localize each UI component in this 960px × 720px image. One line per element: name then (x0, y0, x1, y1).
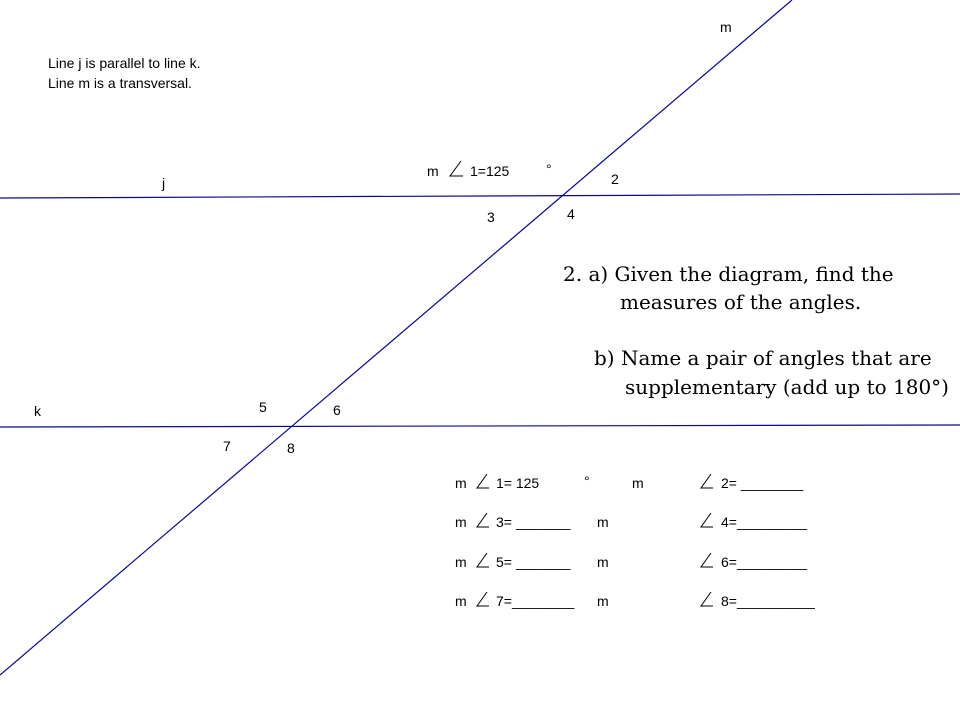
question-part-b-line-2: supplementary (add up to 180°) (625, 375, 949, 399)
line-k (0, 425, 960, 427)
angle-label-6: 6 (333, 402, 341, 418)
answer-row-1 (455, 473, 803, 491)
answer-1-degree: ° (584, 473, 590, 489)
line-j (0, 194, 960, 198)
angle-symbol-icon (701, 592, 713, 606)
answer-2-value: 2= ________ (721, 475, 804, 491)
answer-2-m: m (632, 475, 644, 491)
answer-1-value: 1= 125 (496, 475, 540, 491)
answer-row-3 (455, 553, 807, 570)
note-line-2: Line m is a transversal. (48, 75, 192, 91)
answer-5-m: m (455, 554, 467, 570)
label-line-j: j (162, 175, 166, 191)
angle-symbol-icon (701, 474, 713, 488)
angle-symbol-icon (701, 513, 713, 527)
given-value: 1=125 (470, 163, 510, 179)
answer-7-value: 7=________ (496, 593, 575, 609)
angle-label-7: 7 (223, 438, 231, 454)
angle-symbol-icon (477, 513, 489, 527)
answer-7-m: m (455, 593, 467, 609)
question-part-a-line-2: measures of the angles. (620, 290, 862, 314)
answer-3-m: m (455, 514, 467, 530)
angle-label-2: 2 (611, 171, 619, 187)
angle-label-8: 8 (287, 440, 295, 456)
note-line-1: Line j is parallel to line k. (48, 55, 201, 71)
given-degree: ° (546, 161, 552, 177)
answer-3-value: 3= _______ (496, 514, 571, 530)
answer-row-4 (455, 592, 815, 609)
angle-symbol-icon (477, 474, 489, 488)
angle-symbol-icon (477, 553, 489, 567)
angle-symbol-icon (701, 553, 713, 567)
answer-row-2 (455, 513, 807, 530)
answer-8-value: 8=__________ (721, 593, 815, 609)
answer-6-value: 6=_________ (721, 554, 808, 570)
answer-4-m: m (597, 514, 609, 530)
answer-5-value: 5= _______ (496, 554, 571, 570)
label-line-k: k (34, 403, 41, 419)
angle-symbol-icon (450, 161, 463, 176)
answer-4-value: 4=_________ (721, 514, 808, 530)
angle-label-3: 3 (487, 209, 495, 225)
angle-symbol-icon (477, 592, 489, 606)
answer-6-m: m (597, 554, 609, 570)
question-part-b-line-1: b) Name a pair of angles that are (594, 346, 932, 370)
angle-label-5: 5 (259, 399, 267, 415)
answer-1-m: m (455, 475, 467, 491)
answer-8-m: m (597, 593, 609, 609)
given-m: m (427, 163, 439, 179)
label-line-m: m (720, 19, 732, 35)
angle-label-4: 4 (567, 206, 575, 222)
question-part-a-line-1: 2. a) Given the diagram, find the (563, 262, 894, 286)
